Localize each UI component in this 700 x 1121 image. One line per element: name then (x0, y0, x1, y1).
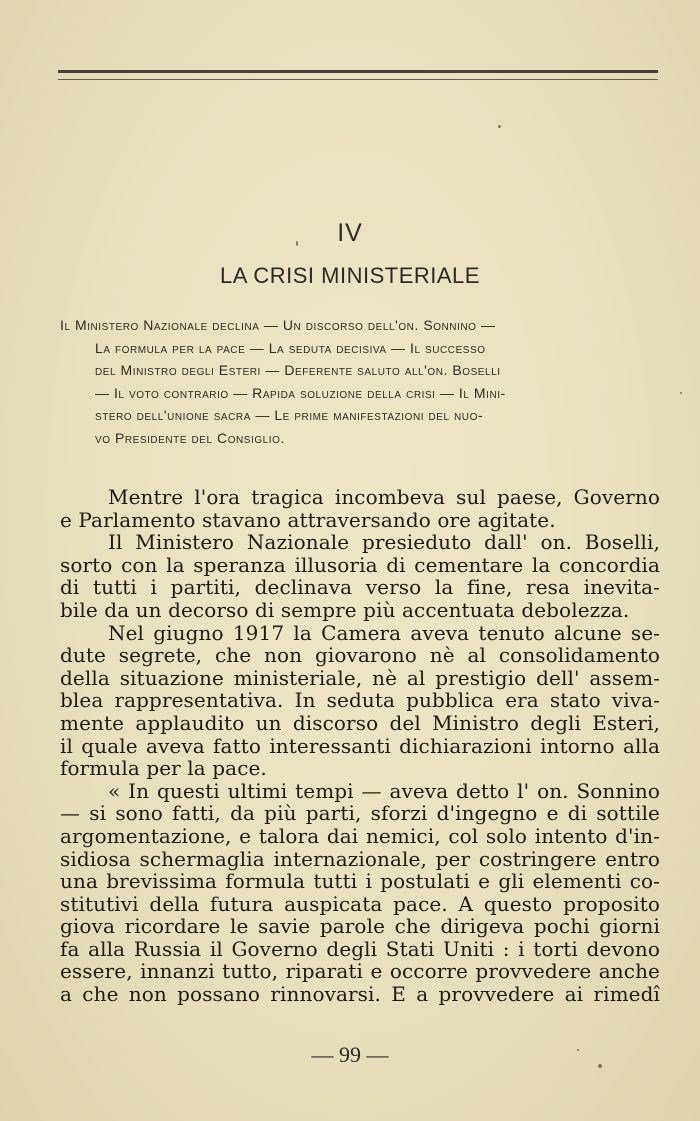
summary-line: La formula per la pace — La seduta decisiva — Il successo (95, 339, 486, 356)
body-line: di tutti i partiti, declinava verso la fine, resa inevita- (60, 575, 660, 600)
paper-speck (680, 392, 682, 394)
body-line: mente applaudito un discorso del Ministro degli Esteri, (60, 710, 660, 735)
body-line: formula per la pace. (60, 756, 267, 781)
body-line: stitutivi della futura auspicata pace. A questo proposito (60, 891, 660, 916)
body-line: — si sono fatti, da più parti, sforzi d'ingegno e di sottile (60, 801, 660, 826)
summary-line: del Ministro degli Esteri — Deferente saluto all'on. Boselli (95, 362, 501, 378)
body-line: fa alla Russia il Governo degli Stati Uniti : i torti devono (60, 936, 660, 961)
body-line: sorto con la speranza illusoria di cementare la concordia (60, 552, 660, 577)
summary-line: stero dell'unione sacra — Le prime manifestazioni del nuo- (95, 407, 484, 423)
body-line: blea rappresentativa. In seduta pubblica era stato viva- (60, 688, 660, 713)
paper-speck (498, 125, 501, 128)
body-line: « In questi ultimi tempi — aveva detto l' on. Sonnino (108, 778, 660, 803)
body-line: giova ricordare le savie parole che dirigeva pochi giorni (60, 914, 660, 939)
body-line: sidiosa schermaglia internazionale, per costringere entro (60, 846, 660, 871)
header-rule (58, 70, 658, 80)
body-line: a che non possano rinnovarsi. E a provvedere ai rimedî (60, 982, 660, 1007)
chapter-number: IV (337, 219, 363, 247)
body-line: bile da un decorso di sempre più accentuata debolezza. (60, 597, 630, 622)
chapter-title: LA CRISI MINISTERIALE (220, 263, 480, 288)
chapter-summary (60, 314, 660, 449)
body-text (60, 486, 660, 1006)
body-line: il quale aveva fatto interessanti dichiarazioni intorno alla (60, 733, 660, 758)
body-line: argomentazione, e talora dai nemici, col solo intento d'in- (60, 823, 660, 848)
summary-line: — Il voto contrario — Rapida soluzione della crisi — Il Mini- (95, 384, 506, 401)
body-line: una brevissima formula tutti i postulati e gli elementi co- (60, 869, 660, 894)
body-line: e Parlamento stavano attraversando ore agitate. (60, 507, 556, 532)
body-line: essere, innanzi tutto, riparati e occorre provvedere anche (60, 959, 660, 984)
body-line: della situazione ministeriale, nè al prestigio dell' assem- (60, 665, 660, 690)
page-number: — 99 — (311, 1042, 389, 1067)
body-line: Nel giugno 1917 la Camera aveva tenuto alcune se- (108, 620, 660, 645)
body-line: Il Ministero Nazionale presieduto dall' on. Boselli, (108, 530, 660, 555)
body-line: Mentre l'ora tragica incombeva sul paese, Governo (108, 485, 660, 509)
summary-line: Il Ministero Nazionale declina — Un discorso dell'on. Sonnino — (60, 317, 496, 333)
body-line: dute segrete, che non giovarono nè al consolidamento (60, 643, 660, 668)
summary-line: vo Presidente del Consiglio. (95, 429, 285, 446)
